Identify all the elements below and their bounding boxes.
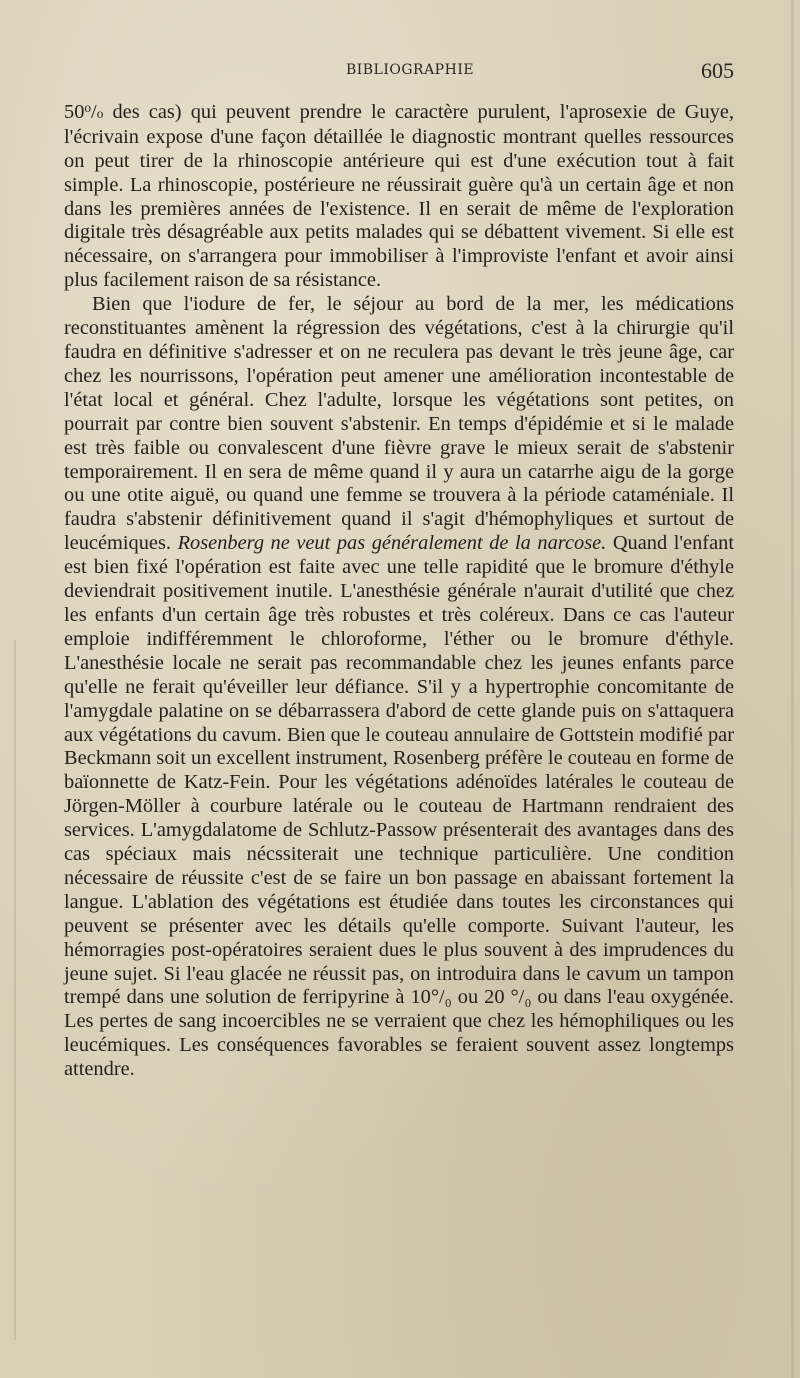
running-title: BIBLIOGRAPHIE [345,62,475,78]
paragraph-2-percent-2: 20 °/₀ [484,986,532,1009]
page-number: 605 [701,58,734,83]
paragraph-2 [64,293,734,1082]
page-edge-shadow-right [791,0,794,1378]
paragraph-1-lead-number: 50 [64,100,85,123]
page-edge-shadow-left [14,640,16,1340]
paragraph-2-text-c: ou [451,986,485,1009]
paragraph-1 [64,96,734,293]
paragraph-2-text-a: Bien que l'iodure de fer, le séjour au bord de la mer, les médications reconstituantes amènent la régression des végétations, c'est à la chirurgie qu'il faudra en définitive s'adresser et on ne reculera pas devant le très jeune âge, car chez les nourrissons, l'opération peut amener une amélioration incontestable de l'état local et général. Chez l'adulte, lorsque les végétations sont petites, on pourrait par contre bien souvent s'abstenir. En temps d'épidémie et si le malade est très faible ou convalescent d'une fièvre grave le mieux serait de s'abstenir temporairement. Il en sera de même quand il y aura un catarrhe aigu de la gorge ou une otite aiguë, ou quand une femme se trouvera à la période cataméniale. Il faudra s'abstenir définitivement quand il s'agit d'hémophyliques et surtout de leucémiques. [64,293,734,555]
paragraph-2-percent-1: 10°/₀ [410,986,452,1009]
paragraph-2-italic: Rosenberg ne veut pas généralement de la narcose. [177,532,607,555]
body-text [64,96,734,1082]
paragraph-2-text-b: Quand l'enfant est bien fixé l'opération est faite avec une telle rapidité que le bromure d'éthyle deviendrait positivement inutile. L'anesthésie générale n'aurait d'utilité que chez les enfants d'un certain âge très robustes et très coléreux. Dans ce cas l'auteur emploie indifféremment le chloroforme, l'éther ou le bromure d'éthyle. L'anesthésie locale ne serait pas recommandable chez les jeunes enfants parce qu'elle ne ferait qu'éveiller leur défiance. S'il y a hypertrophie concomitante de l'amygdale palatine on se débarrassera d'abord de cette glande puis on s'attaquera aux végétations du cavum. Bien que le couteau annulaire de Gottstein modifié par Beckmann soit un excellent instrument, Rosenberg préfère le couteau en forme de baïonnette de Katz-Fein. Pour les végétations adénoïdes latérales le couteau de Jörgen-Möller à courbure latérale ou le couteau de Hartmann rendraient des services. L'amygdalatome de Schlutz-Passow présenterait des avantages dans des cas spéciaux mais nécssiterait une technique particulière. Une condition nécessaire de réussite c'est de se faire un bon passage en abaissant fortement la langue. L'ablation des végétations est étudiée dans toutes les circonstances qui peuvent se présenter avec les détails qu'elle comporte. Suivant l'auteur, les hémorragies post-opératoires seraient dues le plus souvent à des imprudences du jeune sujet. Si l'eau glacée ne réussit pas, on introduira dans le cavum un tampon trempé dans une solution de ferripyrine à [64,532,735,1009]
paragraph-1-lead-sub: o [96,105,104,121]
paragraph-1-lead-slash: / [91,100,97,123]
page-header [80,58,740,86]
paragraph-2-text-d: ou dans l'eau oxygénée. Les pertes de sang incoercibles ne se verraient que chez les hémophiliques ou les leucémiques. Les conséquences favorables se feraient souvent assez longtemps attendre. [64,986,734,1081]
paragraph-1-lead-sup: o [84,100,92,115]
paragraph-1-text: des cas) qui peuvent prendre le caractère purulent, l'aprosexie de Guye, l'écrivain expose d'une façon détaillée le diagnostic montrant quelles ressources on peut tirer de la rhinoscopie antérieure qui est d'une exécution tout à fait simple. La rhinoscopie, postérieure ne réussirait guère qu'à un certain âge et non dans les premières années de l'existence. Il en serait de même de l'exploration digitale très désagréable aux petits malades qui se débattent vivement. Si elle est nécessaire, on s'arrangera pour immobiliser à l'improviste l'enfant et avoir ainsi plus facilement raison de sa résistance. [64,100,734,292]
